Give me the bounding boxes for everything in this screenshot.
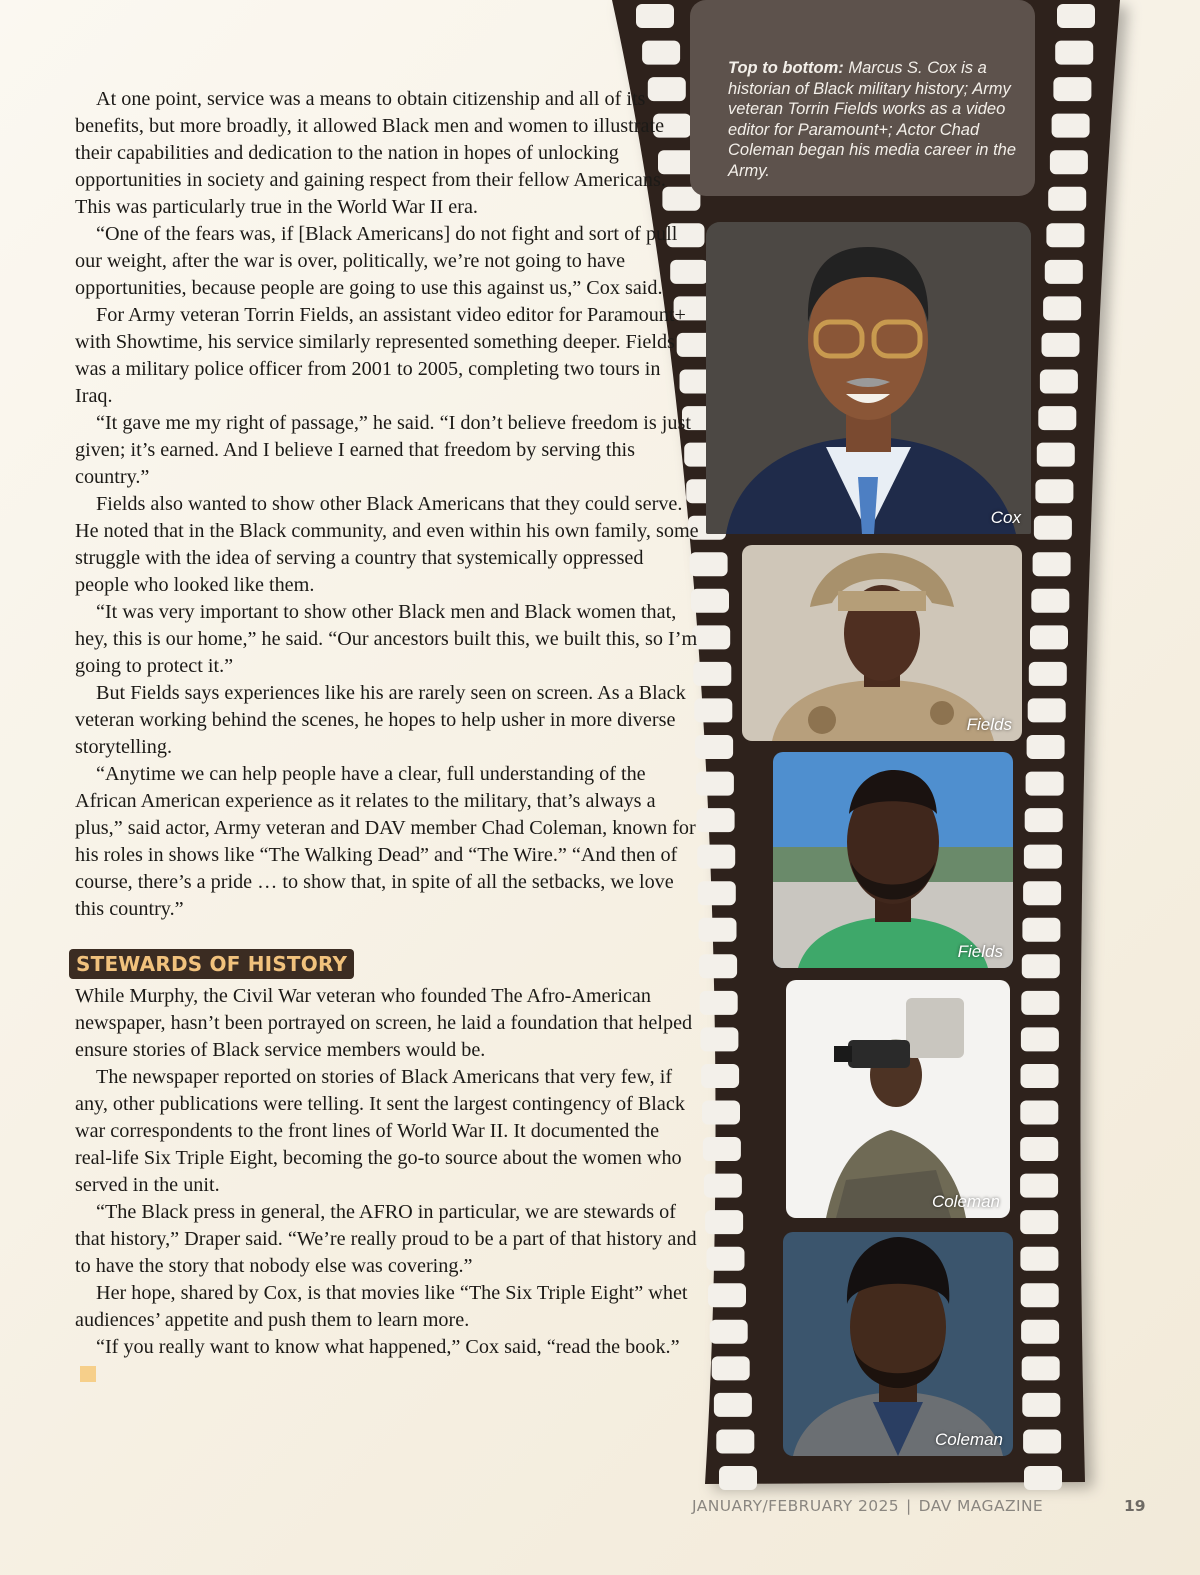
sprocket-hole bbox=[700, 1027, 738, 1051]
sprocket-hole bbox=[705, 1210, 743, 1234]
sprocket-hole bbox=[1021, 1283, 1059, 1307]
article-body bbox=[75, 86, 700, 1388]
paragraph: Her hope, shared by Cox, is that movies like “The Six Triple Eight” whet audiences’ appetite and push them to learn more. bbox=[75, 1282, 688, 1331]
portrait-fields-selfie-icon bbox=[773, 752, 1013, 968]
sprocket-hole bbox=[698, 881, 736, 905]
article-section-2 bbox=[75, 983, 700, 1388]
sprocket-hole bbox=[1030, 625, 1068, 649]
sprocket-hole bbox=[1020, 1247, 1058, 1271]
sprocket-hole bbox=[636, 4, 674, 28]
sprocket-hole bbox=[642, 41, 680, 65]
sprocket-hole bbox=[703, 1137, 741, 1161]
photo-fields-selfie bbox=[773, 752, 1013, 968]
photo-cox bbox=[706, 222, 1031, 534]
paragraph: For Army veteran Torrin Fields, an assistant video editor for Paramount+ with Showtime, his service similarly represented something deeper. Fields was a military police officer from 2001 to 2005, completing two tours in Iraq. bbox=[75, 304, 686, 407]
paragraph: “Anytime we can help people have a clear, full understanding of the African American experience as it relates to the military, that’s always a plus,” said actor, Army veteran and DAV member Chad Coleman, known for his roles in shows like “The Walking Dead” and “The Wire.” “And then of course, there’s a pride … to show that, in spite of all the setbacks, we love this country.” bbox=[75, 763, 696, 920]
sprocket-hole bbox=[701, 1064, 739, 1088]
sprocket-hole bbox=[708, 1283, 746, 1307]
paragraph: Fields also wanted to show other Black Americans that they could serve. He noted that in the Black community, and even within his own family, some struggle with the idea of serving a country that systemically oppressed people who looked like them. bbox=[75, 493, 699, 596]
sprocket-hole bbox=[1020, 1174, 1058, 1198]
sprocket-hole bbox=[704, 1174, 742, 1198]
sprocket-hole bbox=[1020, 1101, 1058, 1125]
sprocket-hole bbox=[1029, 662, 1067, 686]
sprocket-hole bbox=[700, 991, 738, 1015]
sprocket-hole bbox=[1033, 552, 1071, 576]
sprocket-hole bbox=[1050, 150, 1088, 174]
photo-label-fields-2: Fields bbox=[957, 942, 1003, 961]
paragraph: But Fields says experiences like his are rarely seen on screen. As a Black veteran working behind the scenes, he hopes to help usher in more diverse storytelling. bbox=[75, 682, 686, 758]
sprocket-hole bbox=[1028, 698, 1066, 722]
photo-caption bbox=[728, 58, 1018, 182]
sprocket-hole bbox=[1055, 41, 1093, 65]
caption-text: Marcus S. Cox is a historian of Black military history; Army veteran Torrin Fields works as a video editor for Paramount+; Actor Chad Coleman began his media career in the Army. bbox=[728, 59, 1017, 180]
sprocket-hole bbox=[1021, 991, 1059, 1015]
page-number: 19 bbox=[1124, 1497, 1146, 1515]
sprocket-hole bbox=[1025, 808, 1063, 832]
sprocket-hole bbox=[699, 954, 737, 978]
sprocket-hole bbox=[1046, 223, 1084, 247]
portrait-coleman-headshot-icon bbox=[783, 1232, 1013, 1456]
sprocket-hole bbox=[1048, 187, 1086, 211]
sprocket-hole bbox=[1020, 1210, 1058, 1234]
sprocket-hole bbox=[1020, 1137, 1058, 1161]
sprocket-hole bbox=[710, 1320, 748, 1344]
footer-issue: JANUARY/FEBRUARY 2025 bbox=[692, 1497, 899, 1515]
caption-lead: Top to bottom: bbox=[728, 59, 844, 77]
sprocket-hole bbox=[1021, 1027, 1059, 1051]
sprocket-hole bbox=[714, 1393, 752, 1417]
sprocket-hole bbox=[699, 918, 737, 942]
sprocket-hole bbox=[1021, 1064, 1059, 1088]
portrait-coleman-camera-icon bbox=[786, 980, 1010, 1218]
footer-magazine: DAV MAGAZINE bbox=[918, 1497, 1044, 1515]
sprocket-hole bbox=[1053, 77, 1091, 101]
sprocket-hole bbox=[1045, 260, 1083, 284]
paragraph: The newspaper reported on stories of Black Americans that very few, if any, other publications were telling. It sent the largest contingency of Black war correspondents to the front lines of World War II. It documented the real-life Six Triple Eight, becoming the go-to source about the women who served in the unit. bbox=[75, 1066, 685, 1196]
sprocket-hole bbox=[695, 735, 733, 759]
sprocket-hole bbox=[1022, 954, 1060, 978]
photo-label-coleman-2: Coleman bbox=[934, 1430, 1003, 1449]
paragraph: “The Black press in general, the AFRO in particular, we are stewards of that history,” Draper said. “We’re really proud to be a part of that history and to have the story that nobody else was covering.” bbox=[75, 1201, 697, 1277]
sprocket-hole bbox=[1021, 1320, 1059, 1344]
photo-coleman-camera bbox=[786, 980, 1010, 1218]
sprocket-hole bbox=[1057, 4, 1095, 28]
sprocket-hole bbox=[1052, 114, 1090, 138]
paragraph: “One of the fears was, if [Black Americans] do not fight and sort of pull our weight, after the war is over, politically, we’re not going to have opportunities, because people are going to use this against us,” Cox said. bbox=[75, 223, 678, 299]
portrait-cox-icon bbox=[706, 222, 1031, 534]
sprocket-hole bbox=[696, 772, 734, 796]
paragraph: While Murphy, the Civil War veteran who founded The Afro-American newspaper, hasn’t been portrayed on screen, he laid a foundation that helped ensure stories of Black service members would be. bbox=[75, 985, 693, 1061]
sprocket-hole bbox=[697, 808, 735, 832]
paragraph: “It gave me my right of passage,” he said. “I don’t believe freedom is just given; it’s earned. And I believe I earned that freedom by serving this country.” bbox=[75, 412, 691, 488]
footer-separator: | bbox=[906, 1497, 912, 1515]
sprocket-hole bbox=[1022, 1356, 1060, 1380]
article-section-1 bbox=[75, 86, 700, 923]
sprocket-hole bbox=[1022, 1393, 1060, 1417]
sprocket-hole bbox=[1037, 443, 1075, 467]
photo-coleman-headshot bbox=[783, 1232, 1013, 1456]
sprocket-hole bbox=[707, 1247, 745, 1271]
sprocket-hole bbox=[694, 698, 732, 722]
sprocket-hole bbox=[1024, 1466, 1062, 1490]
paragraph: At one point, service was a means to obtain citizenship and all of its benefits, but more broadly, it allowed Black men and women to illustrate their capabilities and dedication to the nation in hopes of unlocking opportunities in society and gaining respect from their fellow Americans. This was particularly true in the World War II era. bbox=[75, 88, 666, 218]
paragraph: “If you really want to know what happened,” Cox said, “read the book.” bbox=[75, 1334, 700, 1388]
sprocket-hole bbox=[1023, 881, 1061, 905]
sprocket-hole bbox=[1023, 1430, 1061, 1454]
sprocket-hole bbox=[1042, 333, 1080, 357]
sprocket-hole bbox=[1022, 918, 1060, 942]
sprocket-hole bbox=[1027, 735, 1065, 759]
portrait-fields-uniform-icon bbox=[742, 545, 1022, 741]
section-subhead: STEWARDS OF HISTORY bbox=[69, 949, 354, 979]
paragraph: “It was very important to show other Black men and Black women that, hey, this is our home,” he said. “Our ancestors built this, we built this, so I’m going to protect it.” bbox=[75, 601, 698, 677]
photo-label-cox: Cox bbox=[990, 508, 1021, 527]
sprocket-hole bbox=[712, 1356, 750, 1380]
page-footer bbox=[692, 1497, 1043, 1515]
sprocket-hole bbox=[1026, 772, 1064, 796]
end-mark-icon bbox=[80, 1366, 96, 1382]
sprocket-hole bbox=[702, 1101, 740, 1125]
sprocket-hole bbox=[1024, 845, 1062, 869]
photo-label-coleman-1: Coleman bbox=[931, 1192, 1000, 1211]
sprocket-hole bbox=[716, 1430, 754, 1454]
sprocket-hole bbox=[697, 845, 735, 869]
sprocket-hole bbox=[719, 1466, 757, 1490]
sprocket-hole bbox=[1035, 479, 1073, 503]
sprocket-hole bbox=[1034, 516, 1072, 540]
photo-label-fields-1: Fields bbox=[966, 715, 1012, 734]
sprocket-hole bbox=[1038, 406, 1076, 430]
sprocket-hole bbox=[1031, 589, 1069, 613]
sprocket-hole bbox=[1040, 370, 1078, 394]
photo-fields-uniform bbox=[742, 545, 1022, 741]
sprocket-hole bbox=[1043, 296, 1081, 320]
